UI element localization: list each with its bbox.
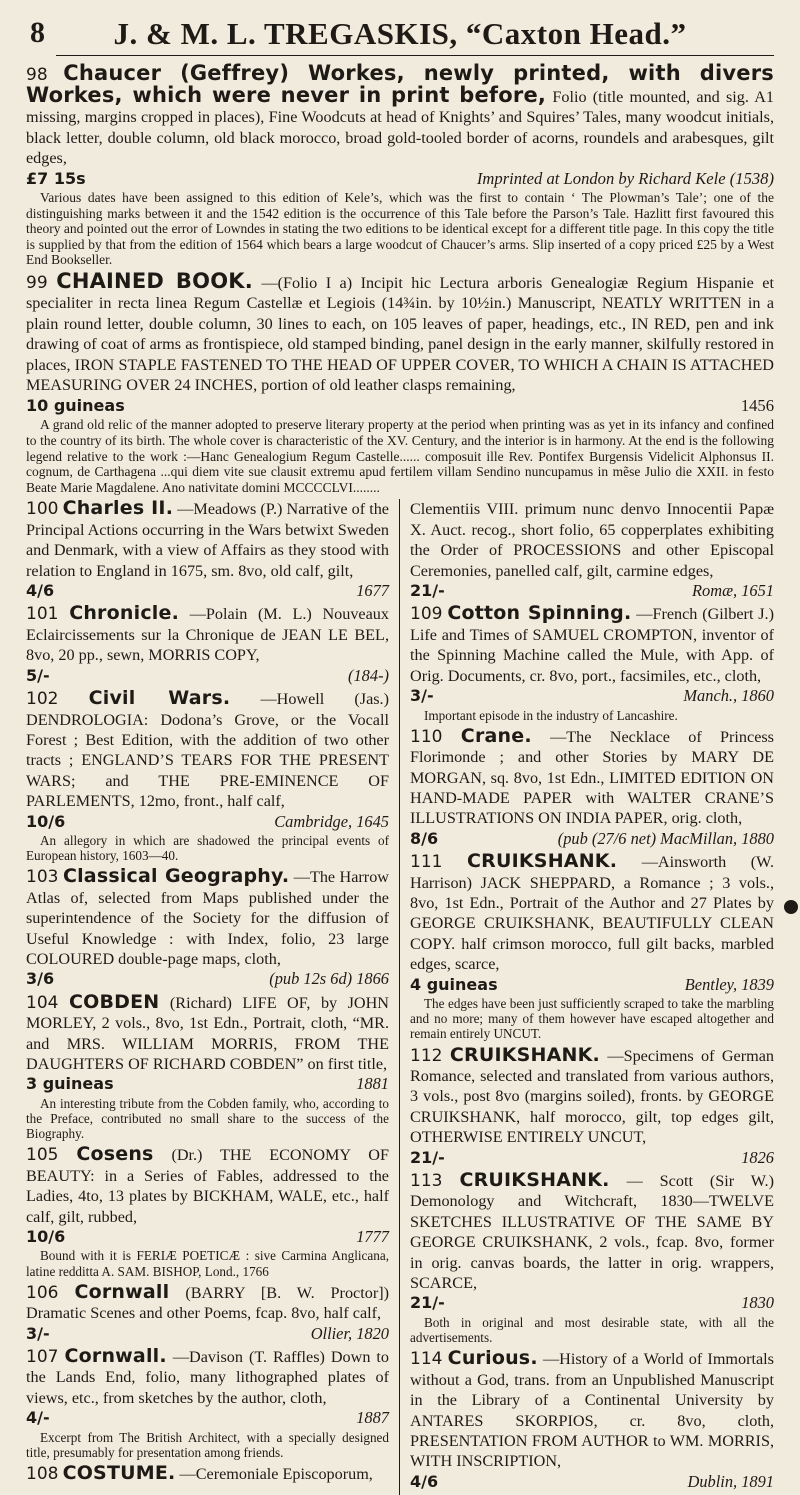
entry-number: 99 [26,272,48,293]
entry-description: —Ainsworth (W. Harrison) JACK SHEPPARD, a Romance ; 3 vols., 8vo, 1st Edn., Portrait of the Author and 27 Plates by GEORGE CRUIKSHANK, BEAUTIFULLY CLEAN COPY. half crimson morocco, full gilt backs, marbled edges, scarce, [410,853,774,974]
catalogue-entry [26,689,389,863]
catalogue-entry [410,1171,774,1345]
entry-price: 4/6 [26,581,55,601]
entry-description: —Davison (T. Raffles) Down to the Lands End, folio, many lithographed plates of views, etc., from sketches by the author, cloth, [26,1348,389,1407]
page-number: 8 [30,16,45,49]
catalogue-entry [26,604,389,685]
two-column-listing [26,499,774,1495]
entry-description: (Richard) LIFE OF, by JOHN MORLEY, 2 vols., 8vo, 1st Edn., Portrait, cloth, “MR. and MRS. WILLIAM MORRIS, FROM THE DAUGHTERS OF RICHARD COBDEN” on first title, [26,993,389,1073]
entry-price: 3/- [26,1323,50,1343]
entry-description: —Howell (Jas.) DENDROLOGIA: Dodona’s Grove, or the Vocall Forest ; Best Edition, with the addition of two other tracts ; ENGLAND’S TEARS FOR THE PRESENT WARS; and THE PRE-EMINENCE OF PARLEMENTS, 12mo, front., half calf, [26,690,389,811]
entry-price: 4/- [26,1408,50,1428]
entry-price: 4 guineas [410,974,498,994]
entry-title: Civil Wars. [88,687,231,710]
entry-imprint: (pub (27/6 net) MacMillan, 1880 [557,828,774,848]
entry-number: 103 [26,867,59,888]
entry-price: 21/- [410,1147,445,1167]
entry-note: A grand old relic of the manner adopted to preserve literary property at the period when printing was as yet in its infancy and confined to the country of its birth. The whole cover is characteristic of the XV. Century, and the interior is in harmony. At the end is the following legend relative to the work :—Hanc Genealogium Regum Castelle...... composuit ille Rev. Pontifex Burgensis Videlicit Alphonsus II. cognum, de Carthagena ...qui diem vite sue clausit extremu apud fertilem villam Sendino nuncupamus in mẽse Julio die XXII. in festo Beate Marie Magdalene. Ano nativitate domini MCCCCLVI........ [26,417,774,495]
entry-number: 104 [26,992,59,1013]
entry-description: —The Harrow Atlas of, selected from Maps published under the superintendence of the Society for the diffusion of Useful Knowledge : with Index, folio, 23 large COLOURED double-page maps, cloth, [26,868,389,968]
entry-number: 98 [26,65,48,85]
entry-description: —History of a World of Immortals without a God, trans. from an Unpublished Manuscript in the Library of a Continental University by ANTARES SKORPIOS, cr. 8vo, cloth, PRESENTATION FROM AUTHOR to WM. MORRIS, WITH INSCRIPTION, [410,1350,774,1471]
catalogue-entry [410,499,774,600]
entry-number: 102 [26,689,59,710]
catalogue-entry [26,990,389,1142]
page-title: J. & M. L. TREGASKIS, “Caxton Head.” [113,16,687,51]
ink-blot [784,900,798,914]
entry-number: 109 [410,604,443,625]
entry-title: Cosens [76,1143,154,1166]
catalogue-entry [410,1043,774,1167]
entry-title: Cornwall. [64,1345,167,1368]
entry-imprint: 1826 [741,1147,774,1167]
entry-title: CRUIKSHANK. [449,1043,600,1066]
entry-title: COBDEN [68,990,160,1013]
entry-description: —(Folio I a) Incipit hic Lectura arboris Genealogiæ Regium Hispanie et specialiter in recta linea Regum Castellæ et Legiois (14¾in. by 10½in.) Manuscript, NEATLY WRITTEN in a plain round letter, double column, 30 lines to each, on 105 leaves of paper, headings, etc., IN RED, pen and ink drawing of coat of arms as frontispiece, old stamped binding, panel design in the early manner, skilfully restored in places, IRON STAPLE FASTENED TO THE HEAD OF UPPER COVER, TO WHICH A CHAIN IS ATTACHED MEASURING OVER 24 INCHES, portion of old leather clasps remaining, [26,273,774,395]
entry-description: —Specimens of German Romance, selected and translated from various authors, 3 vols., post 8vo (margins soiled), fronts. by GEORGE CRUIKSHANK, half morocco, gilt, top edges gilt, OTHERWISE ENTIRELY UNCUT, [410,1046,774,1147]
entry-description: (BARRY [B. W. Proctor]) Dramatic Scenes and other Poems, fcap. 8vo, half calf, [26,1283,389,1323]
catalogue-entry-98 [26,61,774,268]
catalogue-entry [410,852,774,1041]
entry-number: 113 [410,1171,443,1192]
entry-price: 4/6 [410,1471,439,1491]
entry-number: 114 [410,1349,443,1370]
entry-number: 106 [26,1282,59,1303]
entry-title: CHAINED BOOK. [56,268,253,293]
entry-imprint: 1456 [740,395,774,415]
entry-number: 100 [26,499,59,520]
full-width-entries [26,61,774,495]
header-rule [56,55,774,56]
entry-imprint: Bentley, 1839 [684,974,774,994]
entry-imprint: 1777 [356,1227,389,1247]
entry-title: Charles II. [62,497,174,520]
entry-imprint: 1830 [741,1293,774,1313]
entry-price: 5/- [26,665,50,685]
left-column [26,499,400,1495]
entry-title: Chronicle. [69,602,179,625]
entry-price: 10/6 [26,1227,66,1247]
catalogue-entry [26,499,389,600]
catalogue-entry [26,867,389,988]
entry-imprint: Cambridge, 1645 [274,811,389,831]
entry-title: Chaucer (Geffrey) Workes, newly printed, with divers Workes, which were never in print before, [26,61,774,107]
catalogue-entry [410,1349,774,1491]
entry-number: 110 [410,726,443,747]
entry-note: Both in original and most desirable state, with all the advertisements. [410,1314,774,1346]
entry-imprint: 1677 [356,581,389,601]
entry-note: An interesting tribute from the Cobden family, who, according to the Preface, contributed no small share to the success of the Biography. [26,1095,389,1142]
entry-title: Crane. [460,724,532,747]
entry-note: Various dates have been assigned to this edition of Kele’s, which was the first to contain ‘ The Plowman’s Tale’; one of the distinguishing marks between it and the 1542 edition is the occurrence of this Tale before the Parson’s Tale. Hazlitt first favoured this theory and pointed out the error of Lowndes in stating the two editions to be identical except for a different title page. In this copy the title is supplied by that from the edition of 1564 which bears a large woodcut of Chaucer’s arms. Slip inserted of a copy priced £25 by a West End Bookseller. [26,190,774,268]
entry-imprint: Romæ, 1651 [692,581,774,601]
entry-number: 112 [410,1045,443,1066]
entry-price: 3/6 [26,969,55,989]
entry-price: 21/- [410,581,445,601]
entry-note: Important episode in the industry of Lancashire. [424,707,678,723]
entry-number: 105 [26,1145,59,1166]
entry-title: CRUIKSHANK. [467,850,618,873]
entry-title: Curious. [447,1347,538,1370]
entry-imprint: Dublin, 1891 [687,1471,774,1491]
entry-price: 10 guineas [26,395,125,415]
entry-title: Classical Geography. [62,865,290,888]
entry-description: —Meadows (P.) Narrative of the Principal Actions occurring in the Wars betwixt Sweden and Denmark, with a view of Affairs as they stood with relation to England in 1675, sm. 8vo, old calf, gilt, [26,500,389,580]
entry-price: 3/- [410,686,434,706]
entry-description: (Dr.) THE ECONOMY OF BEAUTY: in a Series of Fables, addressed to the Ladies, 4to, 13 plates by BICKHAM, WALE, etc., half calf, gilt, rubbed, [26,1146,389,1226]
catalogue-entry [410,724,774,848]
entry-description: Clementiis VIII. primum nunc denvo Innocentii Papæ X. Auct. recog., short folio, 65 copperplates exhibiting the Order of PROCESSIONS and other Episcopal Ceremonies, panelled calf, gilt, carmine edges, [410,500,774,580]
entry-price: 21/- [410,1293,445,1313]
entry-number: 107 [26,1347,59,1368]
entry-number: 111 [410,852,443,873]
entry-imprint: Imprinted at London by Richard Kele (1538) [476,168,774,188]
entry-title: Cornwall [74,1280,170,1303]
catalogue-entry-99 [26,268,774,495]
entry-imprint: 1881 [356,1074,389,1094]
entry-note: Bound with it is FERIÆ POETICÆ : sive Carmina Anglicana, latine redditta A. SAM. BISHOP, Lond., 1766 [26,1248,389,1279]
entry-description: —French (Gilbert J.) Life and Times of SAMUEL CROMPTON, inventor of the Spinning Machine called the Mule, with App. of Orig. Documents, cr. 8vo, port., facsimiles, etc., cloth, [410,605,774,685]
catalogue-entry [26,1145,389,1278]
entry-note: Excerpt from The British Architect, with a specially designed title, presumably for presentation among friends. [26,1429,389,1460]
entry-note: The edges have been just sufficiently scraped to take the marbling and no more; many of them however have escaped altogether and remain entirely UNCUT. [410,995,774,1042]
entry-imprint: 1887 [356,1408,389,1428]
entry-price: £7 15s [26,168,86,188]
right-column [400,499,774,1495]
catalogue-entry [410,604,774,722]
catalogue-entry [26,1464,389,1484]
entry-description: Folio (title mounted, and sig. A1 missing, margins cropped in places), Fine Woodcuts at head of Knights’ and Squires’ Tales, many woodcut initials, black letter, double column, old black morocco, broad gold-tooled border of acorns, roundels and arabesques, gilt edges, [26,87,774,167]
entry-description: — Scott (Sir W.) Demonology and Witchcraft, 1830—TWELVE SKETCHES ILLUSTRATIVE OF THE SAME BY GEORGE CRUIKSHANK, 2 vols., fcap. 8vo, former in orig. canvas boards, the latter in orig. wrappers, SCARCE, [410,1172,774,1293]
entry-title: Cotton Spinning. [447,602,632,625]
entry-description: —The Necklace of Princess Florimonde ; and other Stories by MARY DE MORGAN, sq. 8vo, 1st Edn., LIMITED EDITION ON HAND-MADE PAPER with WALTER CRANE’S ILLUSTRATIONS ON INDIA PAPER, orig. cloth, [410,727,774,828]
entry-title: COSTUME. [62,1462,176,1485]
entry-description: —Ceremoniale Episcoporum, [179,1465,373,1484]
entry-number: 101 [26,604,59,625]
entry-title: CRUIKSHANK. [459,1169,610,1192]
entry-imprint: (184-) [348,665,389,685]
entry-price: 3 guineas [26,1074,114,1094]
entry-note: An allegory in which are shadowed the principal events of European history, 1603—40. [26,832,389,864]
entry-number: 108 [26,1464,59,1485]
entry-imprint: Ollier, 1820 [310,1323,389,1343]
entry-imprint: Manch., 1860 [683,686,774,706]
catalogue-entry [26,1347,389,1460]
catalogue-entry [26,1280,389,1343]
running-head [26,10,774,58]
entry-price: 8/6 [410,828,439,848]
entry-imprint: (pub 12s 6d) 1866 [269,969,389,989]
entry-price: 10/6 [26,811,66,831]
entry-description: —Polain (M. L.) Nouveaux Eclaircissements sur la Chronique de JEAN LE BEL, 8vo, 20 pp., sewn, MORRIS COPY, [26,605,389,665]
